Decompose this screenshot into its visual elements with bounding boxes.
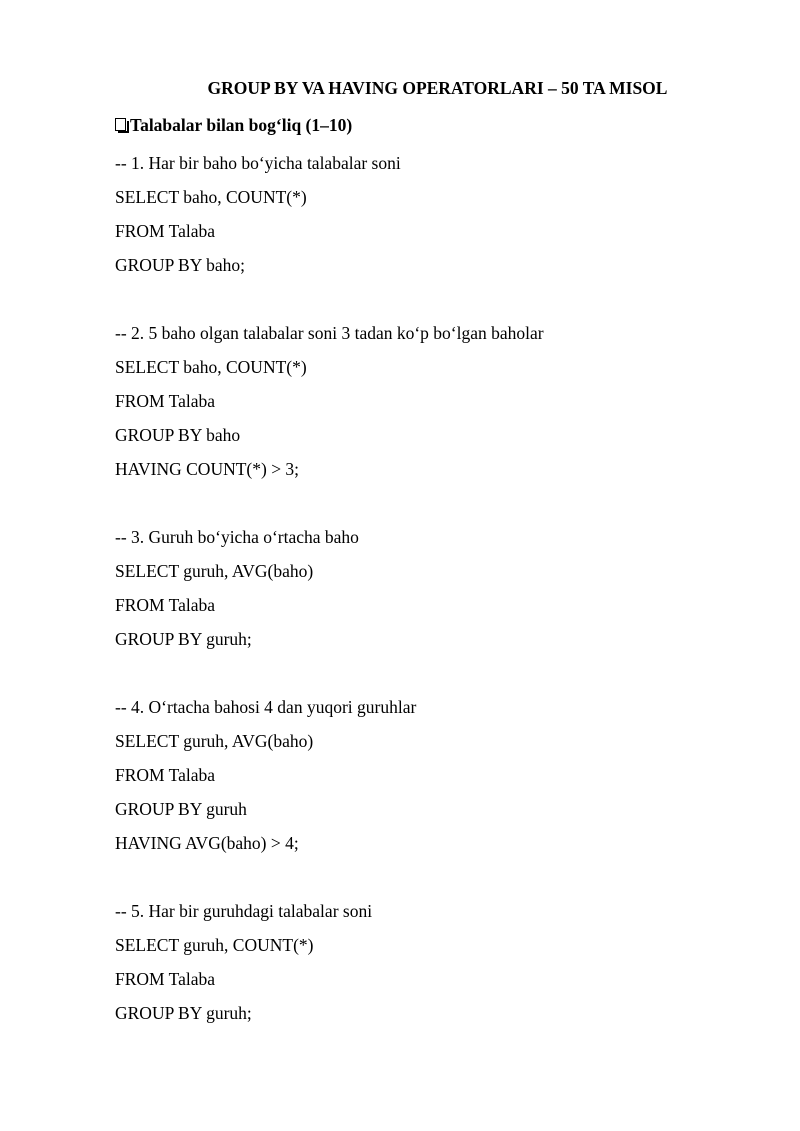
sql-line: FROM Talaba: [115, 221, 216, 241]
sql-line: SELECT baho, COUNT(*): [115, 187, 307, 207]
sql-line: HAVING AVG(baho) > 4;: [115, 833, 299, 853]
blank-line: [115, 282, 544, 316]
section-heading-text: Talabalar bilan bog‘liq (1–10): [130, 115, 353, 135]
blank-line: [115, 860, 544, 894]
checkbox-icon: [115, 118, 129, 133]
sql-code-block: [115, 146, 544, 1030]
blank-line: [115, 656, 544, 690]
sql-line: SELECT guruh, COUNT(*): [115, 935, 314, 955]
sql-line: SELECT guruh, AVG(baho): [115, 561, 314, 581]
sql-line: SELECT baho, COUNT(*): [115, 357, 307, 377]
blank-line: [115, 486, 544, 520]
comment-line: -- 1. Har bir baho bo‘yicha talabalar soni: [115, 153, 401, 173]
sql-line: GROUP BY baho;: [115, 255, 245, 275]
comment-line: -- 3. Guruh bo‘yicha o‘rtacha baho: [115, 527, 359, 547]
section-heading: [115, 114, 352, 136]
sql-line: GROUP BY guruh;: [115, 629, 252, 649]
document-title: GROUP BY VA HAVING OPERATORLARI – 50 TA MISOL: [207, 78, 668, 98]
sql-line: FROM Talaba: [115, 391, 216, 411]
sql-line: SELECT guruh, AVG(baho): [115, 731, 314, 751]
sql-line: HAVING COUNT(*) > 3;: [115, 459, 300, 479]
comment-line: -- 4. O‘rtacha bahosi 4 dan yuqori guruhlar: [115, 697, 417, 717]
sql-line: GROUP BY baho: [115, 425, 241, 445]
sql-line: FROM Talaba: [115, 765, 216, 785]
comment-line: -- 5. Har bir guruhdagi talabalar soni: [115, 901, 373, 921]
sql-line: FROM Talaba: [115, 595, 216, 615]
sql-line: FROM Talaba: [115, 969, 216, 989]
comment-line: -- 2. 5 baho olgan talabalar soni 3 tadan ko‘p bo‘lgan baholar: [115, 323, 544, 343]
sql-line: GROUP BY guruh;: [115, 1003, 252, 1023]
sql-line: GROUP BY guruh: [115, 799, 247, 819]
